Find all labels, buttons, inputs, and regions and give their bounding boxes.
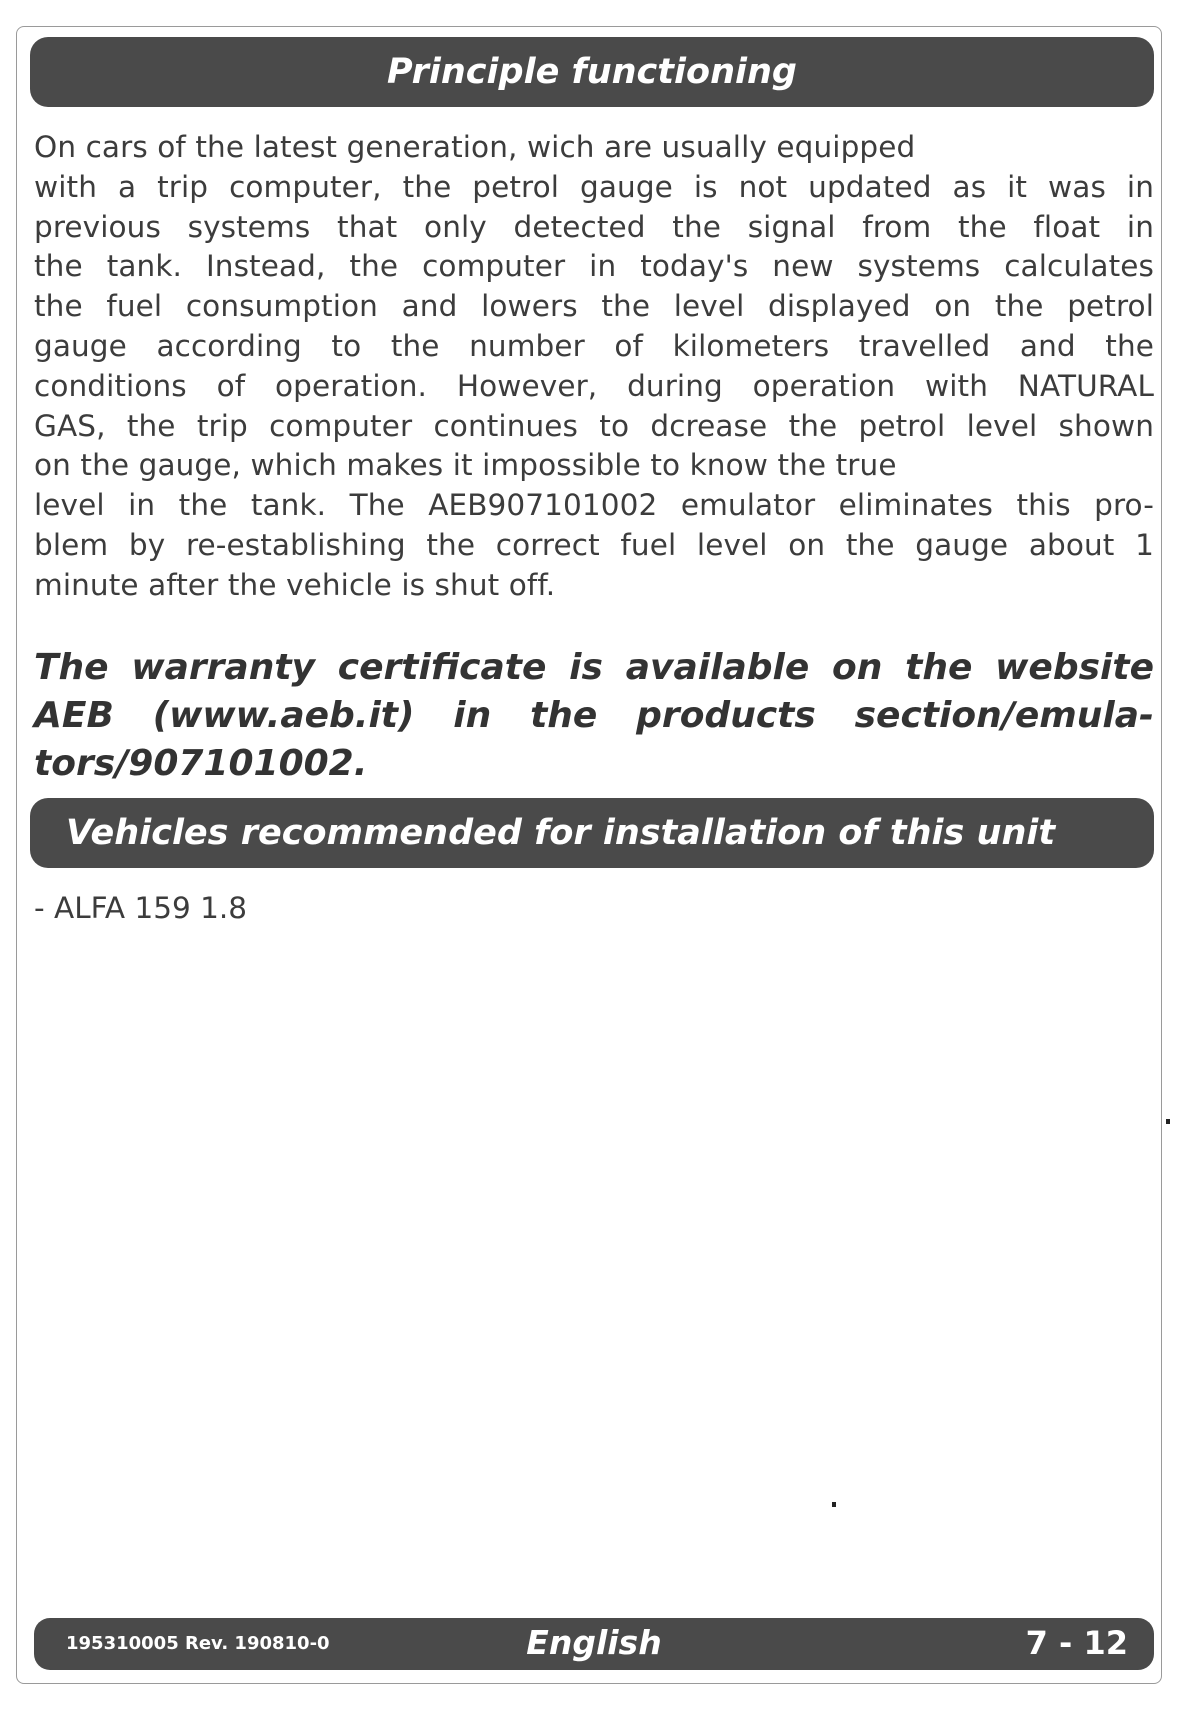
- footer-bar: [34, 1618, 1154, 1670]
- vehicle-list: [34, 888, 247, 928]
- text-line: blem by re-establishing the correct fuel level on the gauge about 1: [34, 527, 1154, 562]
- text-line: the tank. Instead, the computer in today's new systems calculates: [34, 249, 1154, 284]
- text-line: previous systems that only detected the signal from the float in: [34, 209, 1154, 244]
- text-line: level in the tank. The AEB907101002 emulator eliminates this pro-: [34, 488, 1154, 523]
- scan-speck: [1166, 1119, 1170, 1124]
- vehicle-list-item: - ALFA 159 1.8: [34, 891, 248, 925]
- text-line: minute after the vehicle is shut off.: [34, 567, 556, 602]
- language-label: English: [526, 1623, 662, 1662]
- scan-speck: [832, 1502, 836, 1507]
- text-line: with a trip computer, the petrol gauge is not updated as it was in: [34, 169, 1154, 204]
- principle-functioning-text: [34, 128, 1154, 606]
- warranty-line: The warranty certificate is available on the website: [34, 647, 1154, 688]
- warranty-line: tors/907101002.: [34, 743, 368, 784]
- text-line: the fuel consumption and lowers the level displayed on the petrol: [34, 289, 1154, 324]
- warranty-line: AEB (www.aeb.it) in the products section/emula-: [34, 695, 1154, 736]
- text-line: on the gauge, which makes it impossible to know the true: [34, 448, 897, 483]
- page-number: 7 - 12: [1025, 1624, 1128, 1662]
- document-code: 195310005 Rev. 190810-0: [66, 1633, 330, 1654]
- text-line: gauge according to the number of kilometers travelled and the: [34, 328, 1154, 363]
- text-line: GAS, the trip computer continues to dcrease the petrol level shown: [34, 408, 1154, 443]
- principle-functioning-heading: Principle functioning: [30, 37, 1154, 107]
- vehicles-recommended-heading: Vehicles recommended for installation of this unit: [30, 798, 1154, 868]
- text-line: On cars of the latest generation, wich are usually equipped: [34, 130, 916, 164]
- warranty-notice: [34, 644, 1154, 788]
- text-line: conditions of operation. However, during operation with NATURAL: [34, 368, 1154, 403]
